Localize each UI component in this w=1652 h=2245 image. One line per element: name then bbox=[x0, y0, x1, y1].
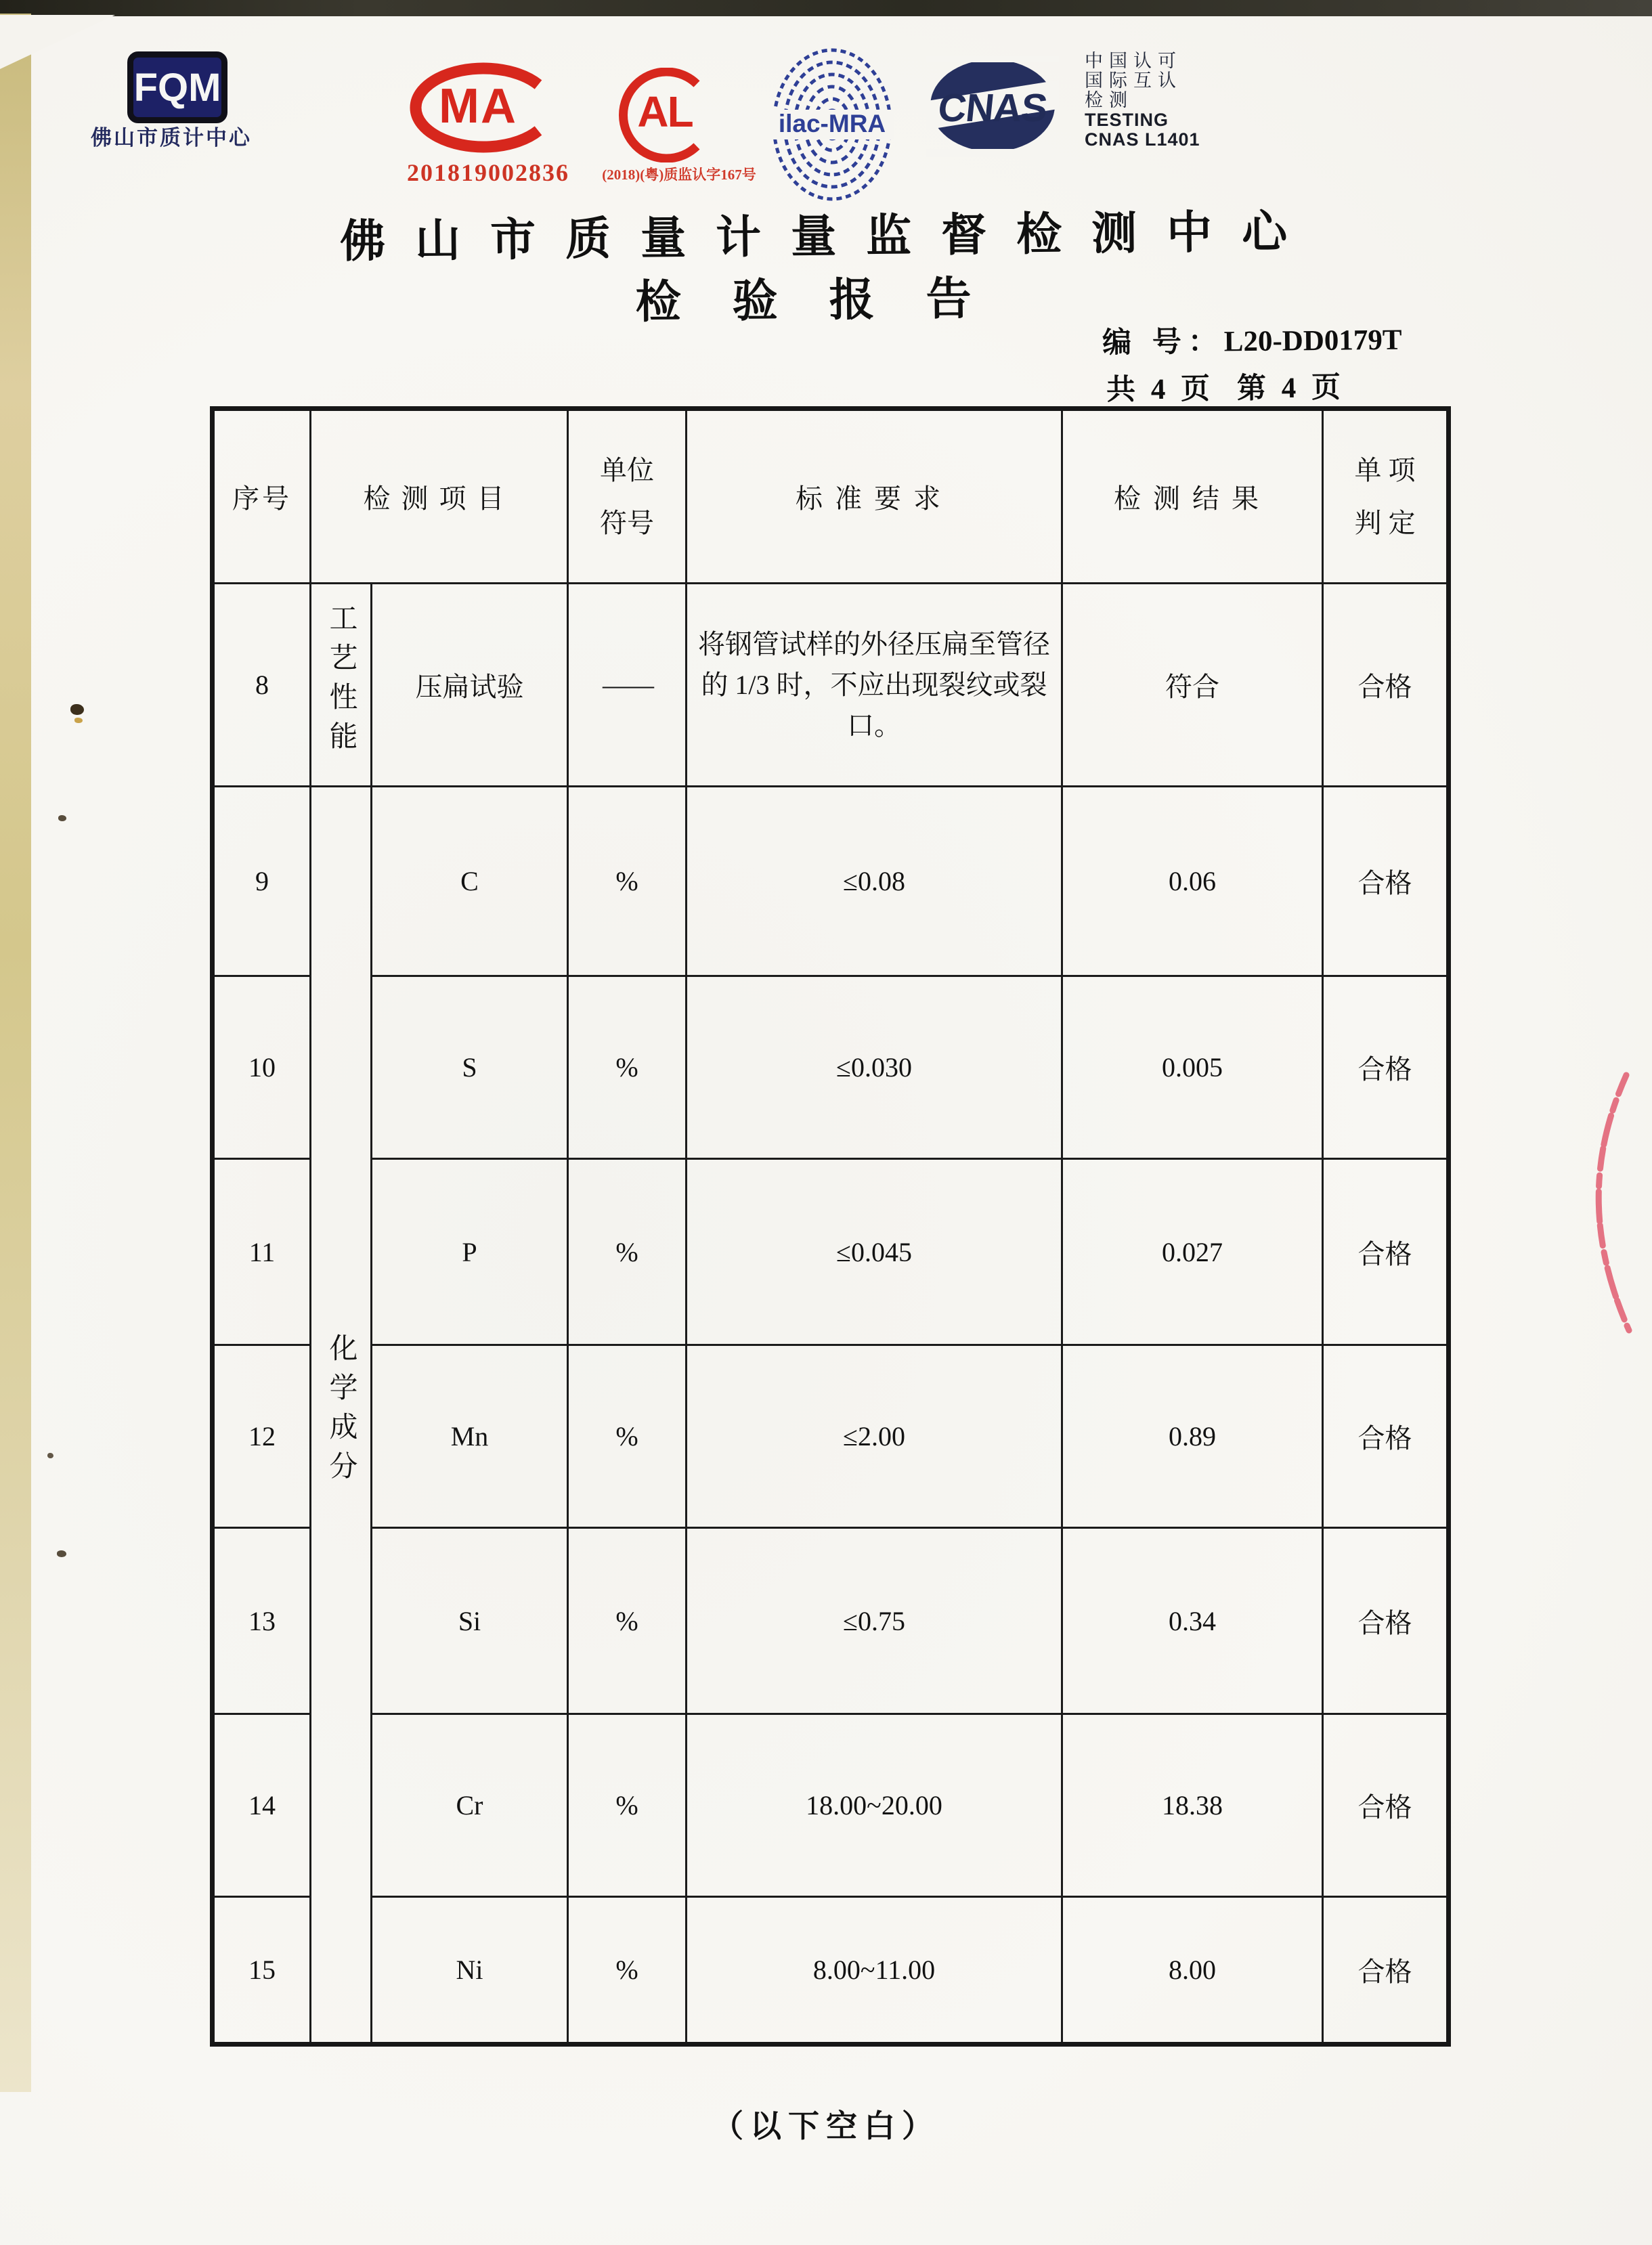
cell-item: P bbox=[372, 1159, 568, 1345]
report-number-line bbox=[1102, 317, 1402, 362]
cell-result: 18.38 bbox=[1062, 1714, 1323, 1897]
report-number-value: L20-DD0179T bbox=[1223, 324, 1402, 358]
cell-seq: 15 bbox=[213, 1897, 311, 2045]
category-chemical: 化学成分 bbox=[311, 787, 372, 2045]
cell-standard: 18.00~20.00 bbox=[687, 1714, 1062, 1897]
ilac-mra-text: ilac-MRA bbox=[778, 110, 886, 137]
cell-seq: 14 bbox=[213, 1714, 311, 1897]
footer-note: （以下空白） bbox=[712, 2109, 940, 2143]
cnas-text-line: 检测 bbox=[1085, 90, 1133, 110]
scan-speck bbox=[58, 815, 66, 821]
cma-certificate-number: 201819002836 bbox=[407, 159, 569, 186]
fqm-logo-caption: 佛山市质计中心 bbox=[91, 126, 252, 150]
cell-item: S bbox=[372, 976, 568, 1159]
cal-accreditation-logo bbox=[607, 68, 743, 162]
cell-item: Si bbox=[372, 1528, 568, 1714]
scan-edge-top bbox=[0, 0, 1652, 16]
cell-item: C bbox=[372, 787, 568, 976]
cell-item: Ni bbox=[372, 1897, 568, 2045]
cell-standard: ≤0.75 bbox=[687, 1528, 1062, 1714]
cell-unit: % bbox=[568, 1897, 687, 2045]
ilac-mra-logo bbox=[770, 47, 894, 202]
cell-seq: 12 bbox=[213, 1345, 311, 1528]
page-count: 共 4 页 bbox=[1106, 373, 1215, 406]
cell-seq: 13 bbox=[213, 1528, 311, 1714]
cell-item: 压扁试验 bbox=[372, 584, 568, 787]
cell-unit: % bbox=[568, 1159, 687, 1345]
cell-judgment: 合格 bbox=[1323, 1345, 1449, 1528]
report-title: 佛山市质量计量监督检测中心 bbox=[339, 206, 1318, 267]
cell-result: 0.34 bbox=[1062, 1528, 1323, 1714]
cnas-text-line: 国际互认 bbox=[1085, 70, 1182, 91]
fqm-logo-text: FQM bbox=[133, 65, 221, 110]
cell-seq: 8 bbox=[213, 584, 311, 787]
report-subtitle: 检验报告 bbox=[635, 273, 1024, 328]
col-header-judgment: 单 项 判 定 bbox=[1323, 409, 1449, 584]
col-header-item: 检测项目 bbox=[311, 409, 568, 584]
cnas-lab-code: CNAS L1401 bbox=[1085, 129, 1200, 150]
cma-accreditation-logo bbox=[405, 62, 573, 157]
cell-standard: ≤0.045 bbox=[687, 1159, 1062, 1345]
cma-logo-letters: MA bbox=[439, 79, 517, 133]
table-row bbox=[213, 976, 1449, 1159]
table-row bbox=[213, 1897, 1449, 2045]
table-row bbox=[213, 584, 1449, 787]
cell-seq: 10 bbox=[213, 976, 311, 1159]
cell-result: 0.005 bbox=[1062, 976, 1323, 1159]
scan-speck bbox=[47, 1453, 53, 1458]
cell-unit: —— bbox=[568, 584, 687, 787]
cell-standard: 8.00~11.00 bbox=[687, 1897, 1062, 2045]
scan-speck bbox=[57, 1550, 66, 1557]
page-current: 第 4 页 bbox=[1236, 372, 1345, 405]
category-process: 工艺性能 bbox=[311, 584, 372, 787]
cnas-text-line: 中国认可 bbox=[1085, 51, 1182, 71]
table-row bbox=[213, 1714, 1449, 1897]
cell-standard: ≤0.08 bbox=[687, 787, 1062, 976]
cell-item: Cr bbox=[372, 1714, 568, 1897]
cnas-logo bbox=[926, 56, 1059, 157]
cell-judgment: 合格 bbox=[1323, 787, 1449, 976]
cell-result: 0.027 bbox=[1062, 1159, 1323, 1345]
cell-judgment: 合格 bbox=[1323, 584, 1449, 787]
cell-result: 8.00 bbox=[1062, 1897, 1323, 2045]
report-number-label: 编 号： bbox=[1102, 326, 1225, 359]
cell-judgment: 合格 bbox=[1323, 1714, 1449, 1897]
cell-judgment: 合格 bbox=[1323, 1528, 1449, 1714]
cell-unit: % bbox=[568, 1528, 687, 1714]
cell-judgment: 合格 bbox=[1323, 976, 1449, 1159]
red-stamp-edge-mark bbox=[1550, 1056, 1638, 1347]
cell-seq: 9 bbox=[213, 787, 311, 976]
col-header-seq: 序号 bbox=[213, 409, 311, 584]
page-info-line bbox=[1106, 364, 1345, 408]
cal-logo-letters: AL bbox=[637, 87, 693, 136]
cell-seq: 11 bbox=[213, 1159, 311, 1345]
col-header-unit: 单位 符号 bbox=[568, 409, 687, 584]
table-row bbox=[213, 787, 1449, 976]
cell-unit: % bbox=[568, 787, 687, 976]
cell-standard: ≤2.00 bbox=[687, 1345, 1062, 1528]
table-row bbox=[213, 1345, 1449, 1528]
col-header-result: 检测结果 bbox=[1062, 409, 1323, 584]
cell-judgment: 合格 bbox=[1323, 1159, 1449, 1345]
cell-result: 0.06 bbox=[1062, 787, 1323, 976]
cnas-accreditation-text bbox=[1085, 51, 1254, 150]
cell-result: 0.89 bbox=[1062, 1345, 1323, 1528]
cell-unit: % bbox=[568, 1345, 687, 1528]
cnas-logo-letters: CNAS bbox=[936, 86, 1049, 130]
page-corner-fold bbox=[0, 15, 115, 69]
table-header-row bbox=[213, 409, 1449, 584]
scan-speck bbox=[70, 704, 84, 715]
table-row bbox=[213, 1159, 1449, 1345]
cell-standard: 将钢管试样的外径压扁至管径的 1/3 时，不应出现裂纹或裂口。 bbox=[687, 584, 1062, 787]
cell-judgment: 合格 bbox=[1323, 1897, 1449, 2045]
col-header-standard: 标准要求 bbox=[687, 409, 1062, 584]
cell-unit: % bbox=[568, 1714, 687, 1897]
fqm-logo bbox=[127, 51, 227, 123]
cal-certificate-number: (2018)(粤)质监认字167号 bbox=[602, 167, 756, 183]
table-row bbox=[213, 1528, 1449, 1714]
cell-item: Mn bbox=[372, 1345, 568, 1528]
results-table bbox=[210, 406, 1451, 2047]
cnas-text-testing: TESTING bbox=[1085, 110, 1169, 130]
cell-standard: ≤0.030 bbox=[687, 976, 1062, 1159]
cell-unit: % bbox=[568, 976, 687, 1159]
cell-result: 符合 bbox=[1062, 584, 1323, 787]
